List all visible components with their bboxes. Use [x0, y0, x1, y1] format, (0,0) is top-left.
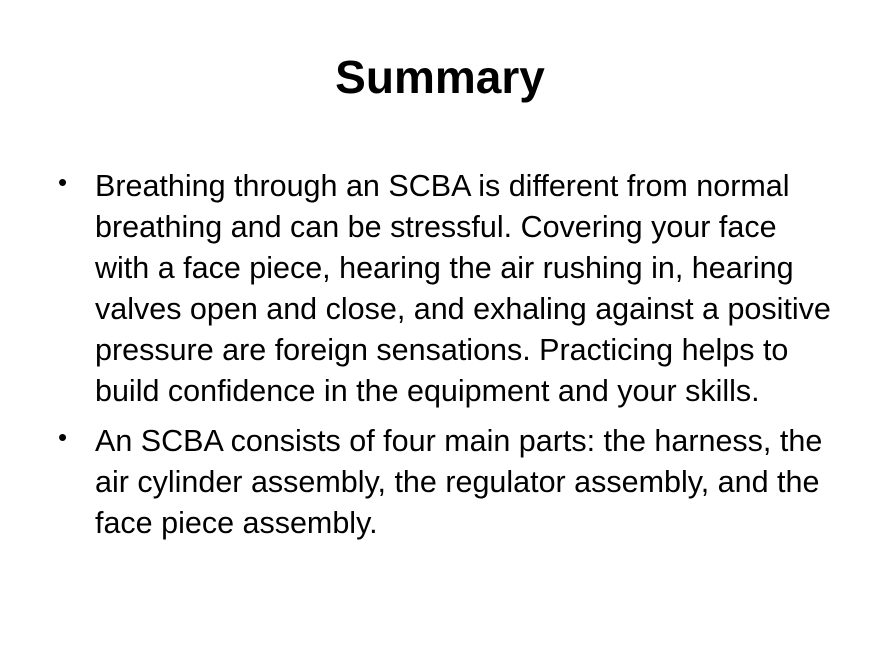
- bullet-text: Breathing through an SCBA is different from normal breathing and can be stressful. Covering your face with a face piece, hearing the air rushing in, hearing valves open and close, and exhaling against a positive pressure are foreign sensations. Practicing helps to build confidence in the equipment and your skills.: [95, 169, 831, 408]
- bullet-item: [58, 166, 838, 412]
- bullet-icon: •: [58, 167, 68, 197]
- bullet-text: An SCBA consists of four main parts: the harness, the air cylinder assembly, the regulator assembly, and the face piece assembly.: [95, 424, 823, 540]
- bullet-item: [58, 421, 838, 544]
- bullet-list: [58, 166, 838, 553]
- bullet-icon: •: [58, 422, 68, 452]
- slide-title: Summary: [335, 51, 545, 103]
